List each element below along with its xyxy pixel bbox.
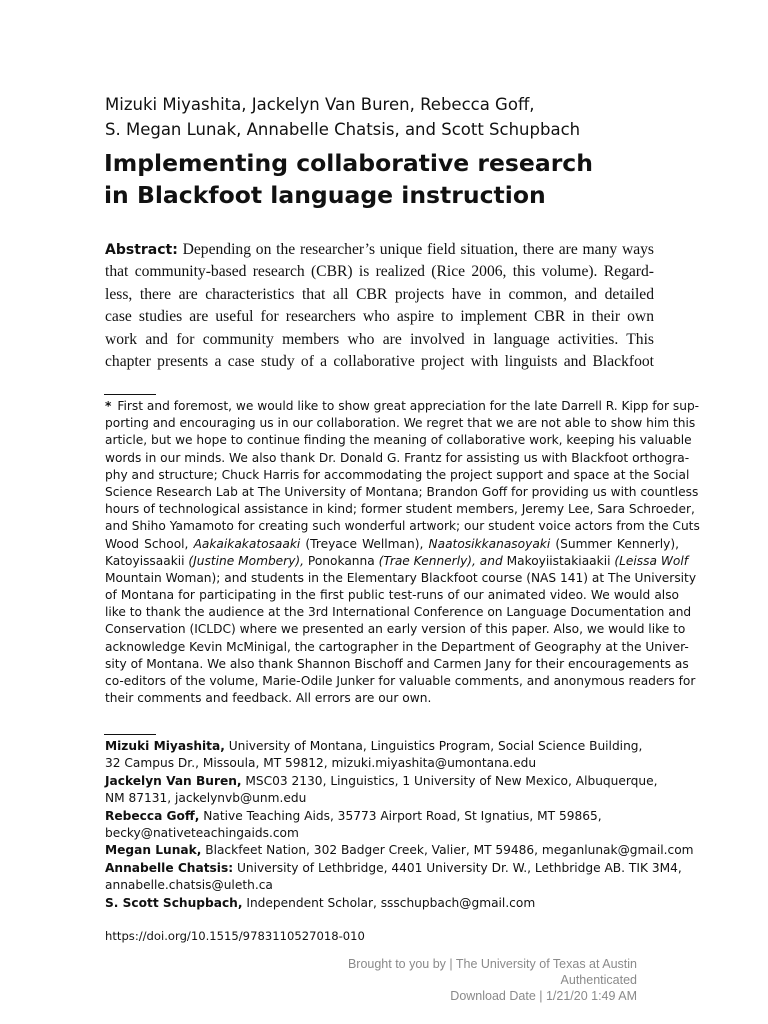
- author-list: [105, 92, 705, 142]
- footnote-text: like to thank the audience at the 3rd International Conference on Language Documentation and: [105, 605, 692, 620]
- affiliation-text: annabelle.chatsis@uleth.ca: [105, 878, 273, 893]
- abstract-text: Depending on the researcher’s unique field situation, there are many ways: [177, 241, 654, 258]
- affiliation-text: NM 87131, jackelynvb@unm.edu: [105, 791, 307, 806]
- affiliation-author: Megan Lunak,: [105, 843, 202, 858]
- footnote-line: [105, 484, 699, 501]
- footnote-line: [105, 432, 692, 449]
- footnote-text: their comments and feedback. All errors are our own.: [105, 691, 432, 706]
- footnote-text: porting and encouraging us in our collaboration. We regret that we are not able to show him this: [105, 416, 696, 431]
- blackfoot-name: (Trae Kennerly), and: [374, 553, 507, 568]
- author-line: S. Megan Lunak, Annabelle Chatsis, and Scott Schupbach: [105, 120, 581, 139]
- blackfoot-name: Naatosikkanasoyaki: [428, 536, 551, 551]
- abstract-line: less, there are characteristics that all CBR projects have in common, and detailed: [105, 285, 654, 303]
- affiliation-author: Mizuki Miyashita,: [105, 739, 225, 753]
- affiliation-line: [105, 860, 685, 877]
- blackfoot-name: (Leissa Wolf: [610, 553, 688, 568]
- abstract-line: case studies are useful for researchers who aspire to implement CBR in their own: [105, 308, 654, 326]
- affiliation-author: Jackelyn Van Buren,: [105, 773, 242, 788]
- footnote-line: [105, 621, 686, 638]
- abstract-line: that community-based research (CBR) is realized (Rice 2006, this volume). Regard-: [105, 263, 654, 281]
- footnote-text: (Treyace Wellman),: [300, 536, 429, 551]
- footnote-text: and Shiho Yamamoto for creating such wonderful artwork; our student voice actors from the Cuts: [105, 519, 700, 534]
- affiliation-line: [105, 895, 685, 912]
- footnote-text: Ponokanna: [307, 553, 375, 568]
- footnote-text: Wood School,: [105, 536, 194, 551]
- affiliation-text: University of Montana, Linguistics Program, Social Science Building,: [224, 739, 643, 753]
- footnote-text: words in our minds. We also thank Dr. Donald G. Frantz for assisting us with Blackfoot orthogra-: [105, 450, 690, 465]
- footnote-text: phy and structure; Chuck Harris for accommodating the project support and space at the Social: [105, 467, 690, 482]
- abstract-line: [105, 239, 654, 261]
- footnote-text: co-editors of the volume, Marie-Odile Junker for valuable comments, and anonymous readers for: [105, 674, 696, 688]
- stamp-line: Download Date | 1/21/20 1:49 AM: [450, 989, 637, 1003]
- abstract-line: work and for community members who are involved in language activities. This: [105, 330, 654, 348]
- footnote-text: Katoyissaakii: [105, 553, 185, 568]
- affiliation-text: University of Lethbridge, 4401 University Dr. W., Lethbridge AB. TIK 3M4,: [233, 860, 682, 875]
- affiliation-text: becky@nativeteachingaids.com: [105, 825, 299, 840]
- footnote-line: [105, 656, 689, 673]
- footnote-line: [105, 553, 688, 570]
- affiliation-text: 32 Campus Dr., Missoula, MT 59812, mizuki.miyashita@umontana.edu: [105, 756, 537, 771]
- footnote-line: [105, 501, 695, 518]
- footnote-line: [105, 690, 679, 707]
- affiliation-author: Rebecca Goff,: [105, 808, 200, 823]
- footnote-text: First and foremost, we would like to show great appreciation for the late Darrell R. Kipp for sup-: [117, 399, 700, 413]
- footnote-text: of Montana for participating in the first public test-runs of our animated video. We would also: [105, 588, 679, 603]
- affiliation-line: [105, 808, 685, 825]
- affiliation-line: [105, 842, 694, 859]
- footnote-line: [105, 467, 690, 484]
- chapter-title: [104, 147, 704, 211]
- affiliation-line: [105, 755, 685, 772]
- title-line: Implementing collaborative research: [104, 149, 593, 177]
- footnote-text: article, but we hope to continue finding the meaning of collaborative work, keeping his valuable: [105, 433, 692, 448]
- stamp-line: Authenticated: [560, 973, 637, 987]
- abstract-line: chapter presents a case study of a collaborative project with linguists and Blackfoot: [105, 352, 654, 370]
- footnote-line: [105, 639, 689, 656]
- affiliation-line: [105, 825, 685, 842]
- doi-link[interactable]: https://doi.org/10.1515/9783110527018-010: [105, 929, 365, 943]
- footnote-text: Science Research Lab at The University of Montana; Brandon Goff for providing us with countless: [105, 484, 699, 499]
- acknowledgement-footnote: [105, 398, 700, 707]
- affiliation-line: [105, 738, 685, 755]
- blackfoot-name: Aakaikakatosaaki: [193, 536, 301, 551]
- stamp-line: Brought to you by | The University of Texas at Austin: [347, 957, 637, 971]
- affiliation-text: Native Teaching Aids, 35773 Airport Road, St Ignatius, MT 59865,: [199, 808, 602, 823]
- footnote-text: Mountain Woman); and students in the Elementary Blackfoot course (NAS 141) at The University: [105, 570, 697, 585]
- footnote-line: [105, 604, 692, 621]
- abstract-label: Abstract:: [105, 242, 178, 258]
- footnote-text: hours of technological assistance in kind; former student members, Jeremy Lee, Sara Schroeder,: [105, 502, 695, 517]
- footnote-line: [105, 398, 700, 415]
- affiliation-line: [105, 773, 685, 790]
- footnote-text: acknowledge Kevin McMinigal, the cartographer in the Department of Geography at the Univer-: [105, 639, 689, 654]
- affiliation-text: Blackfeet Nation, 302 Badger Creek, Valier, MT 59486, meganlunak@gmail.com: [201, 843, 694, 858]
- affiliation-author: S. Scott Schupbach,: [105, 895, 243, 910]
- footnote-line: [105, 415, 696, 432]
- blackfoot-name: (Justine Mombery),: [184, 553, 308, 568]
- author-line: Mizuki Miyashita, Jackelyn Van Buren, Rebecca Goff,: [105, 95, 535, 114]
- footnote-text: Makoyiistakiaakii: [506, 553, 611, 568]
- affiliation-text: Independent Scholar, ssschupbach@gmail.com: [242, 895, 536, 910]
- footnote-text: sity of Montana. We also thank Shannon Bischoff and Carmen Jany for their encouragements as: [105, 656, 689, 671]
- footnote-marker: *: [105, 399, 112, 413]
- download-stamp: [217, 956, 637, 1004]
- footnote-divider: [104, 394, 156, 395]
- affiliation-line: [105, 877, 685, 894]
- affiliation-author: Annabelle Chatsis:: [105, 860, 234, 875]
- affiliation-text: MSC03 2130, Linguistics, 1 University of New Mexico, Albuquerque,: [241, 773, 658, 788]
- title-line: in Blackfoot language instruction: [104, 181, 546, 209]
- footnote-line: [105, 450, 690, 467]
- footnote-line: [105, 587, 679, 604]
- footnote-line: [105, 536, 679, 553]
- footnote-line: [105, 518, 700, 535]
- affiliation-line: [105, 790, 685, 807]
- abstract: [105, 239, 654, 373]
- footnote-line: [105, 673, 696, 690]
- author-affiliations: [105, 738, 694, 912]
- footnote-text: (Summer Kennerly),: [550, 536, 680, 551]
- affiliation-divider: [104, 734, 156, 735]
- footnote-line: [105, 570, 697, 587]
- footnote-text: Conservation (ICLDC) where we presented an early version of this paper. Also, we would like to: [105, 622, 686, 637]
